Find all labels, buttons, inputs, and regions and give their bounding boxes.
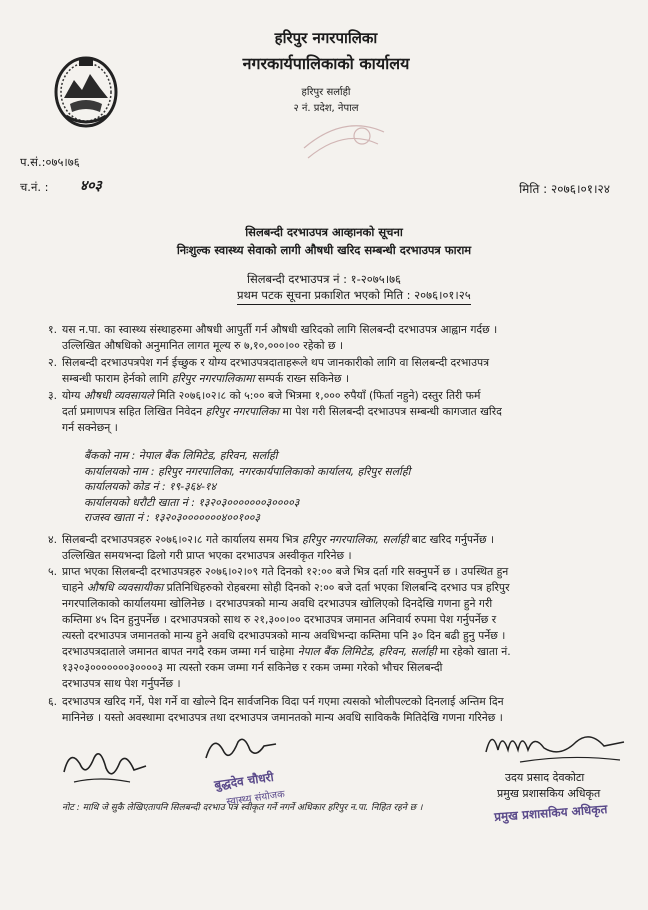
footer-note: नोट : माथि जे सुकै लेखिएतापनि सिलबन्दी दरभाउ पत्र स्वीकृत गर्ने नगर्ने अधिकार हरिपुर न.पा. निहित रहने छ ।	[62, 803, 423, 813]
list-item: २. सिलबन्दी दरभाउपत्रपेश गर्न ईच्छुक र योग्य दरभाउपत्रदाताहरूले थप जानकारीको लागि वा सिलबन्दी दरभाउपत्र सम्बन्धी फाराम हेर्नको लागि हरिपुर नगरपालिकामा सम्पर्क राख्न सकिनेछ ।	[48, 356, 490, 385]
item-number: २.	[48, 356, 58, 369]
item-number: ५.	[48, 565, 58, 578]
officer-name: उदय प्रसाद देवकोटा	[505, 771, 585, 784]
signature-right-icon	[480, 724, 630, 770]
bank-details: बैंकको नाम : नेपाल बैंक लिमिटेड, हरिवन, सर्लाही कार्यालयको नाम : हरिपुर नगरपालिका, नगरकार्यपालिकाको कार्यालय, हरिपुर सर्लाही कार्यालयको कोड नं : १९-३६४-१४ कार्यालयको धरौटी खाता नं : १३२०३०००००००३००००३ राजस्व खाता नं : १३२०३०००००००४००१००३	[84, 449, 411, 524]
office-stamp-icon	[298, 118, 390, 162]
office-name: नगरकार्यपालिकाको कार्यालय	[242, 54, 410, 73]
reference-number: प.सं.:०७५।७६	[20, 155, 80, 169]
notice-title: सिलबन्दी दरभाउपत्र आव्हानको सूचना	[245, 225, 403, 239]
list-item: ५. प्राप्त भएका सिलबन्दी दरभाउपत्रहरु २०७६।०२।०९ गते दिनको १२:०० बजे भित्र दर्ता गरि सक्नुपर्ने छ । उपस्थित हुन चाहने औषधि व्यवसायीका प्रतिनिधिहरुको रोहबरमा सोही दिनको २:०० बजे दर्ता भएका शिलबन्दि दरभाउ पत्र हरिपुर नगरपालिकाको कार्यालयमा खोलिनेछ । दरभाउपत्रको मान्य अवधि दरभाउपत्र खोलिएको दिनदेखि गणना हुने गरी कम्तिमा ४५ दिन हुनुपर्नेछ । दरभाउपत्रको साथ रु २१,३००।०० दरभाउपत्र जमानत अनिवार्य रुपमा पेश गर्नुपर्नेछ र त्यस्तो दरभाउपत्र जमानतको मान्य हुने अवधि दरभाउपत्रको मान्य अवधिभन्दा कम्तिमा पनि ३० दिन बढी हुनु पर्नेछ । दरभाउपत्रदाताले जमानत बापत नगदै रकम जम्मा गर्न चाहेमा नेपाल बैंक लिमिटेड, हरिवन, सर्लाही मा रहेको खाता नं. १३२०३०००००००३००००३ मा त्यस्तो रकम जम्मा गर्न सकिनेछ र रकम जम्मा गरेको भौचर सिलबन्दी दरभाउपत्र साथ पेश गर्नुपर्नेछ ।	[48, 565, 511, 690]
publication-date: प्रथम पटक सूचना प्रकाशित भएको मिति : २०७६।०१।२५	[237, 288, 471, 305]
item-number: १.	[48, 323, 58, 336]
officer-title: प्रमुख प्रशासकिय अधिकृत	[497, 787, 601, 800]
address-line-2: २ नं. प्रदेश, नेपाल	[293, 103, 359, 114]
list-item: ४. सिलबन्दी दरभाउपत्रहरु २०७६।०२।८ गते कार्यालय समय भित्र हरिपुर नगरपालिका, सर्लाही बाट खरिद गर्नुपर्नेछ । उल्लिखित समयभन्दा ढिलो गरी प्राप्त भएका दरभाउपत्र अस्वीकृत गरिनेछ ।	[48, 533, 495, 562]
tender-number: सिलबन्दी दरभाउपत्र नं : १-२०७५।७६	[246, 272, 402, 286]
dispatch-number: ४०३	[80, 178, 102, 194]
signature-left-icon	[60, 742, 150, 790]
address-line-1: हरिपुर सर्लाही	[301, 87, 351, 98]
nepal-emblem-icon	[52, 52, 120, 130]
letter-date: मिति : २०७६।०१।२४	[519, 182, 610, 196]
dispatch-label: च.नं. :	[20, 180, 49, 194]
item-number: ४.	[48, 533, 58, 546]
notice-subtitle: निःशुल्क स्वास्थ्य सेवाको लागी औषधी खरिद सम्बन्धी दरभाउपत्र फाराम	[176, 243, 472, 257]
signature-middle-icon	[200, 728, 280, 768]
officer-stamp-title: प्रमुख प्रशासकिय अधिकृत	[493, 802, 608, 824]
org-name: हरिपुर नगरपालिका	[274, 29, 378, 47]
item-number: ६.	[48, 695, 58, 708]
coordinator-stamp-name: बुद्धदेव चौधरी	[213, 769, 275, 793]
item-number: ३.	[48, 389, 58, 402]
list-item: ३. योग्य औषधी व्यवसायले मिति २०७६।०२।८ को ५:०० बजे भित्रमा १,००० रुपैयाँ (फिर्ता नहुने) दस्तुर तिरी फर्म दर्ता प्रमाणपत्र सहित लिखित निवेदन हरिपुर नगरपालिका मा पेश गरी सिलबन्दी दरभाउपत्र सम्बन्धी कागजात खरिद गर्न सक्नेछन् ।	[48, 389, 502, 434]
coordinator-stamp-title: स्वास्थ्य संयोजक	[225, 788, 286, 809]
list-item: १. यस न.पा. का स्वास्थ्य संस्थाहरुमा औषधी आपुर्ती गर्न औषधी खरिदको लागि सिलबन्दी दरभाउपत्र आह्वान गर्दछ । उल्लिखित औषधिको अनुमानित लागत मूल्य रु ७,१०,०००।०० रहेको छ ।	[48, 323, 498, 352]
list-item: ६. दरभाउपत्र खरिद गर्ने, पेश गर्ने वा खोल्ने दिन सार्वजनिक विदा पर्न गएमा त्यसको भोलीपल्टको दिनलाई अन्तिम दिन मानिनेछ । यस्तो अवस्थामा दरभाउपत्र तथा दरभाउपत्र जमानतको मान्य अवधि साविककै मितिदेखि गणना गरिनेछ ।	[48, 695, 504, 724]
